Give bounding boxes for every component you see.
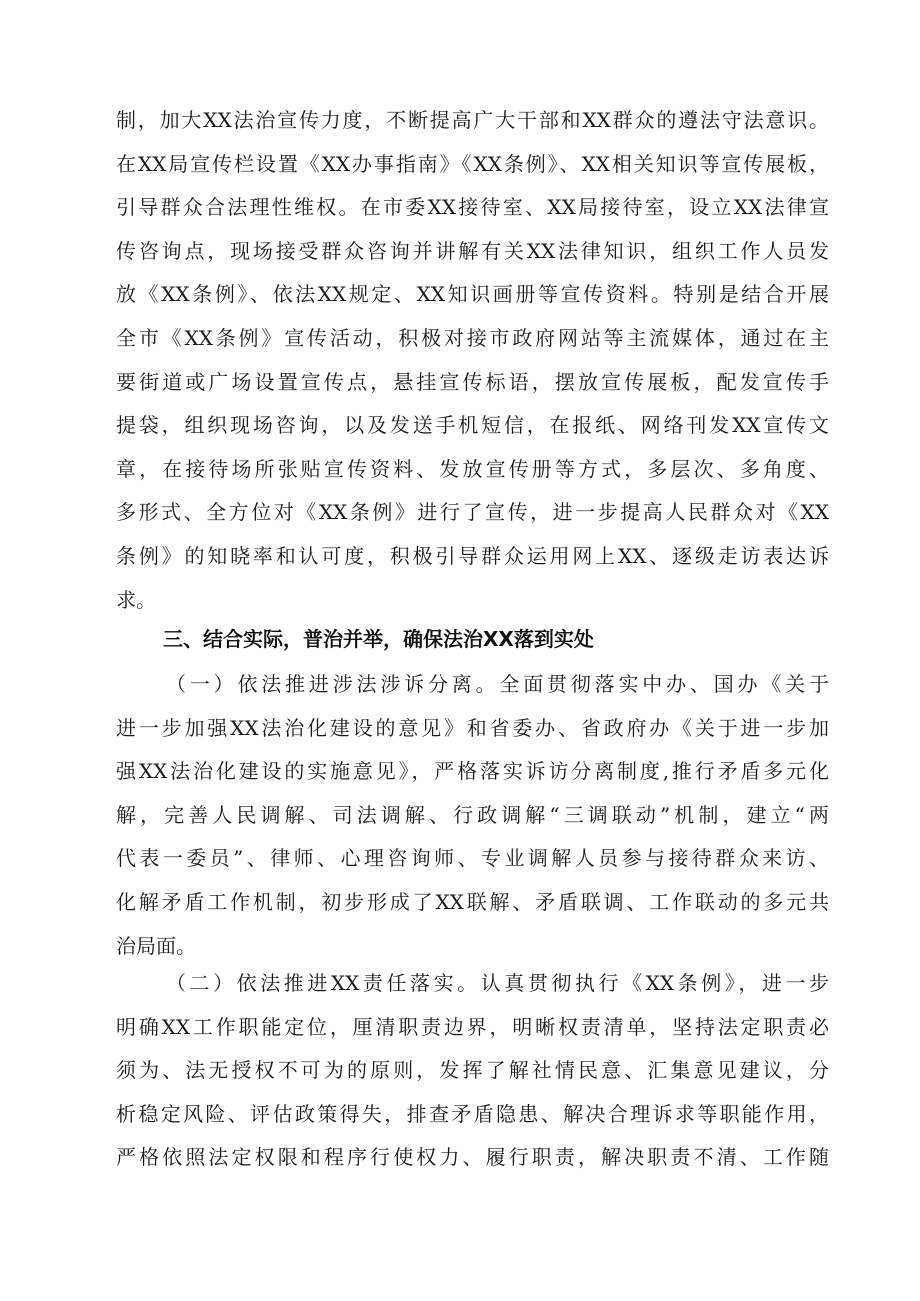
paragraph-litigation-separation [116,663,829,968]
text-line: 制，加大XX法治宣传力度，不断提高广大干部和XX群众的遵法守法意识。 [116,108,829,132]
text-line: 条例》的知晓率和认可度，积极引导群众运用网上XX、逐级走访表达诉 [116,543,829,568]
text-line: 求。 [116,587,156,612]
section-heading: 三、结合实际，普治并举，确保法治XX落到实处 [163,627,594,651]
text-line: 章，在接待场所张贴宣传资料、发放宣传册等方式，多层次、多角度、 [116,456,829,481]
text-line: 进一步加强XX法治化建设的意见》和省委办、省政府办《关于进一步加 [116,715,829,740]
text-line: 引导群众合法理性维权。在市委XX接待室、XX局接待室，设立XX法律宣 [116,195,829,220]
paragraph-propaganda [116,99,829,622]
text-line: 明确XX工作职能定位，厘清职责边界，明晰权责清单，坚持法定职责必 [116,1014,829,1039]
text-line: 须为、法无授权不可为的原则，发挥了解社情民意、汇集意见建议，分 [116,1058,829,1083]
text-line: 强XX法治化建设的实施意见》，严格落实诉访分离制度,推行矛盾多元化 [116,759,829,784]
text-line: 放《XX条例》、依法XX规定、XX知识画册等宣传资料。特别是结合开展 [116,282,829,307]
text-line: 解，完善人民调解、司法调解、行政调解“三调联动”机制，建立“两 [116,802,829,827]
text-line: 代表一委员”、律师、心理咨询师、专业调解人员参与接待群众来访、 [116,846,829,871]
text-line: 在XX局宣传栏设置《XX办事指南》《XX条例》、XX相关知识等宣传展板， [116,151,829,176]
text-line: （一）依法推进涉法涉诉分离。全面贯彻落实中办、国办《关于 [166,672,829,696]
text-line: 治局面。 [116,933,196,958]
text-line: 析稳定风险、评估政策得失，排查矛盾隐患、解决合理诉求等职能作用， [116,1101,829,1126]
text-line: 传咨询点，现场接受群众咨询并讲解有关XX法律知识，组织工作人员发 [116,238,829,263]
paragraph-responsibility [116,962,829,1180]
text-line: （二）依法推进XX责任落实。认真贯彻执行《XX条例》，进一步 [166,971,829,995]
text-line: 提袋，组织现场咨询，以及发送手机短信，在报纸、网络刊发XX宣传文 [116,413,829,438]
text-line: 要街道或广场设置宣传点，悬挂宣传标语，摆放宣传展板，配发宣传手 [116,369,829,394]
text-line: 化解矛盾工作机制，初步形成了XX联解、矛盾联调、工作联动的多元共 [116,889,829,914]
text-line: 严格依照法定权限和程序行使权力、履行职责，解决职责不清、工作随 [116,1145,829,1170]
text-line: 全市《XX条例》宣传活动，积极对接市政府网站等主流媒体，通过在主 [116,325,829,350]
text-line: 多形式、全方位对《XX条例》进行了宣传，进一步提高人民群众对《XX [116,500,829,525]
